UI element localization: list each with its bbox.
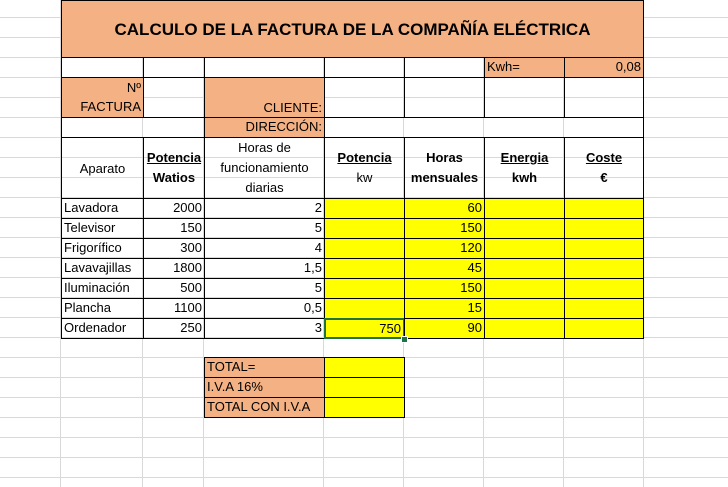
fill-handle[interactable] [401,336,408,343]
cell-energia[interactable] [484,278,565,299]
cell-aparato[interactable]: Ordenador [61,318,144,339]
blank-cell[interactable] [61,117,205,138]
header-mensuales-label: mensuales [410,170,479,185]
cell-aparato[interactable]: Televisor [61,218,144,239]
header-potencia-kw[interactable] [324,137,405,199]
cell-energia[interactable] [484,258,565,279]
header-watios-label: Watios [152,170,196,185]
cell-energia[interactable] [484,298,565,319]
cell-watios[interactable]: 300 [143,238,205,259]
cell-potencia-kw[interactable] [324,278,405,299]
factura-label-cell[interactable] [61,77,144,118]
header-potencia-label: Potencia [146,150,202,165]
cell-watios[interactable]: 150 [143,218,205,239]
header-aparato[interactable] [61,137,144,199]
cell-horas-mensuales[interactable]: 45 [404,258,485,279]
sheet-title[interactable]: CALCULO DE LA FACTURA DE LA COMPAÑÍA ELÉCTRICA [61,0,644,58]
total-value-cell[interactable] [324,357,405,378]
cell-watios[interactable]: 500 [143,278,205,299]
factura-label-line2: FACTURA [80,99,141,114]
header-kwh-unit: kwh [511,170,538,185]
cell-energia[interactable] [484,318,565,339]
selected-cell[interactable]: 750 [324,318,405,339]
cell-watios[interactable]: 1100 [143,298,205,319]
blank-cell[interactable] [564,77,644,118]
blank-cell[interactable] [324,57,405,78]
blank-cell[interactable] [404,77,485,118]
cliente-label: CLIENTE: [263,100,322,115]
header-horas-line2: funcionamiento [220,160,309,175]
cell-potencia-kw[interactable] [324,198,405,219]
total-iva-value-cell[interactable] [324,397,405,418]
kwh-value-cell[interactable]: 0,08 [564,57,644,78]
cell-watios[interactable]: 1800 [143,258,205,279]
cell-coste[interactable] [564,278,644,299]
cell-coste[interactable] [564,218,644,239]
cell-horas-mensuales[interactable]: 150 [404,278,485,299]
cell-horas-diarias[interactable]: 2 [204,198,325,219]
cell-aparato[interactable]: Frigorífico [61,238,144,259]
cliente-label-cell[interactable] [204,77,325,118]
header-aparato-label: Aparato [79,161,126,176]
cell-coste[interactable] [564,198,644,219]
cell-horas-diarias[interactable]: 0,5 [204,298,325,319]
header-energia[interactable] [484,137,565,199]
cell-horas-diarias[interactable]: 3 [204,318,325,339]
blank-cell[interactable] [404,57,485,78]
header-horas-m-label: Horas [426,150,463,165]
cell-aparato[interactable]: Lavadora [61,198,144,219]
cell-energia[interactable] [484,238,565,259]
kwh-label-cell[interactable]: Kwh= [484,57,565,78]
header-energia-label: Energia [500,150,549,165]
blank-cell[interactable] [143,57,205,78]
iva-value-cell[interactable] [324,377,405,398]
cell-horas-diarias[interactable]: 5 [204,218,325,239]
direccion-value-cell[interactable] [324,117,644,138]
total-iva-label-cell[interactable]: TOTAL CON I.V.A [204,397,325,418]
cell-horas-mensuales[interactable]: 60 [404,198,485,219]
blank-cell[interactable] [484,77,565,118]
header-coste[interactable] [564,137,644,199]
cell-energia[interactable] [484,198,565,219]
factura-label-line1: Nº [126,80,141,95]
total-label-cell[interactable]: TOTAL= [204,357,325,378]
header-horas-line3: diarias [245,180,284,195]
header-kw-unit: kw [356,170,373,185]
cell-coste[interactable] [564,238,644,259]
header-horas-mensuales[interactable] [404,137,485,199]
cell-potencia-kw[interactable] [324,258,405,279]
cell-horas-mensuales[interactable]: 120 [404,238,485,259]
cell-potencia-kw[interactable] [324,298,405,319]
cell-horas-diarias[interactable]: 4 [204,238,325,259]
factura-value-cell[interactable] [143,77,205,118]
cell-energia[interactable] [484,218,565,239]
cell-aparato[interactable]: Plancha [61,298,144,319]
cell-horas-mensuales[interactable]: 15 [404,298,485,319]
direccion-label-cell[interactable]: DIRECCIÓN: [204,117,325,138]
cell-horas-diarias[interactable]: 5 [204,278,325,299]
header-horas-line1: Horas de [238,140,291,155]
cell-aparato[interactable]: Lavavajillas [61,258,144,279]
cell-horas-mensuales[interactable]: 90 [404,318,485,339]
cell-potencia-kw[interactable] [324,238,405,259]
cell-coste[interactable] [564,298,644,319]
cell-watios[interactable]: 2000 [143,198,205,219]
cell-aparato[interactable]: Iluminación [61,278,144,299]
cell-potencia-kw[interactable] [324,218,405,239]
cliente-value-cell[interactable] [324,77,405,118]
iva-label-cell[interactable]: I.V.A 16% [204,377,325,398]
header-horas-diarias[interactable] [204,137,325,199]
header-euro-unit: € [600,170,608,185]
cell-coste[interactable] [564,258,644,279]
header-potencia-watios[interactable] [143,137,205,199]
cell-coste[interactable] [564,318,644,339]
blank-cell[interactable] [61,57,144,78]
blank-cell[interactable] [204,57,325,78]
header-potencia-kw-label: Potencia [337,150,392,165]
cell-horas-mensuales[interactable]: 150 [404,218,485,239]
cell-horas-diarias[interactable]: 1,5 [204,258,325,279]
header-coste-label: Coste [585,150,623,165]
cell-watios[interactable]: 250 [143,318,205,339]
